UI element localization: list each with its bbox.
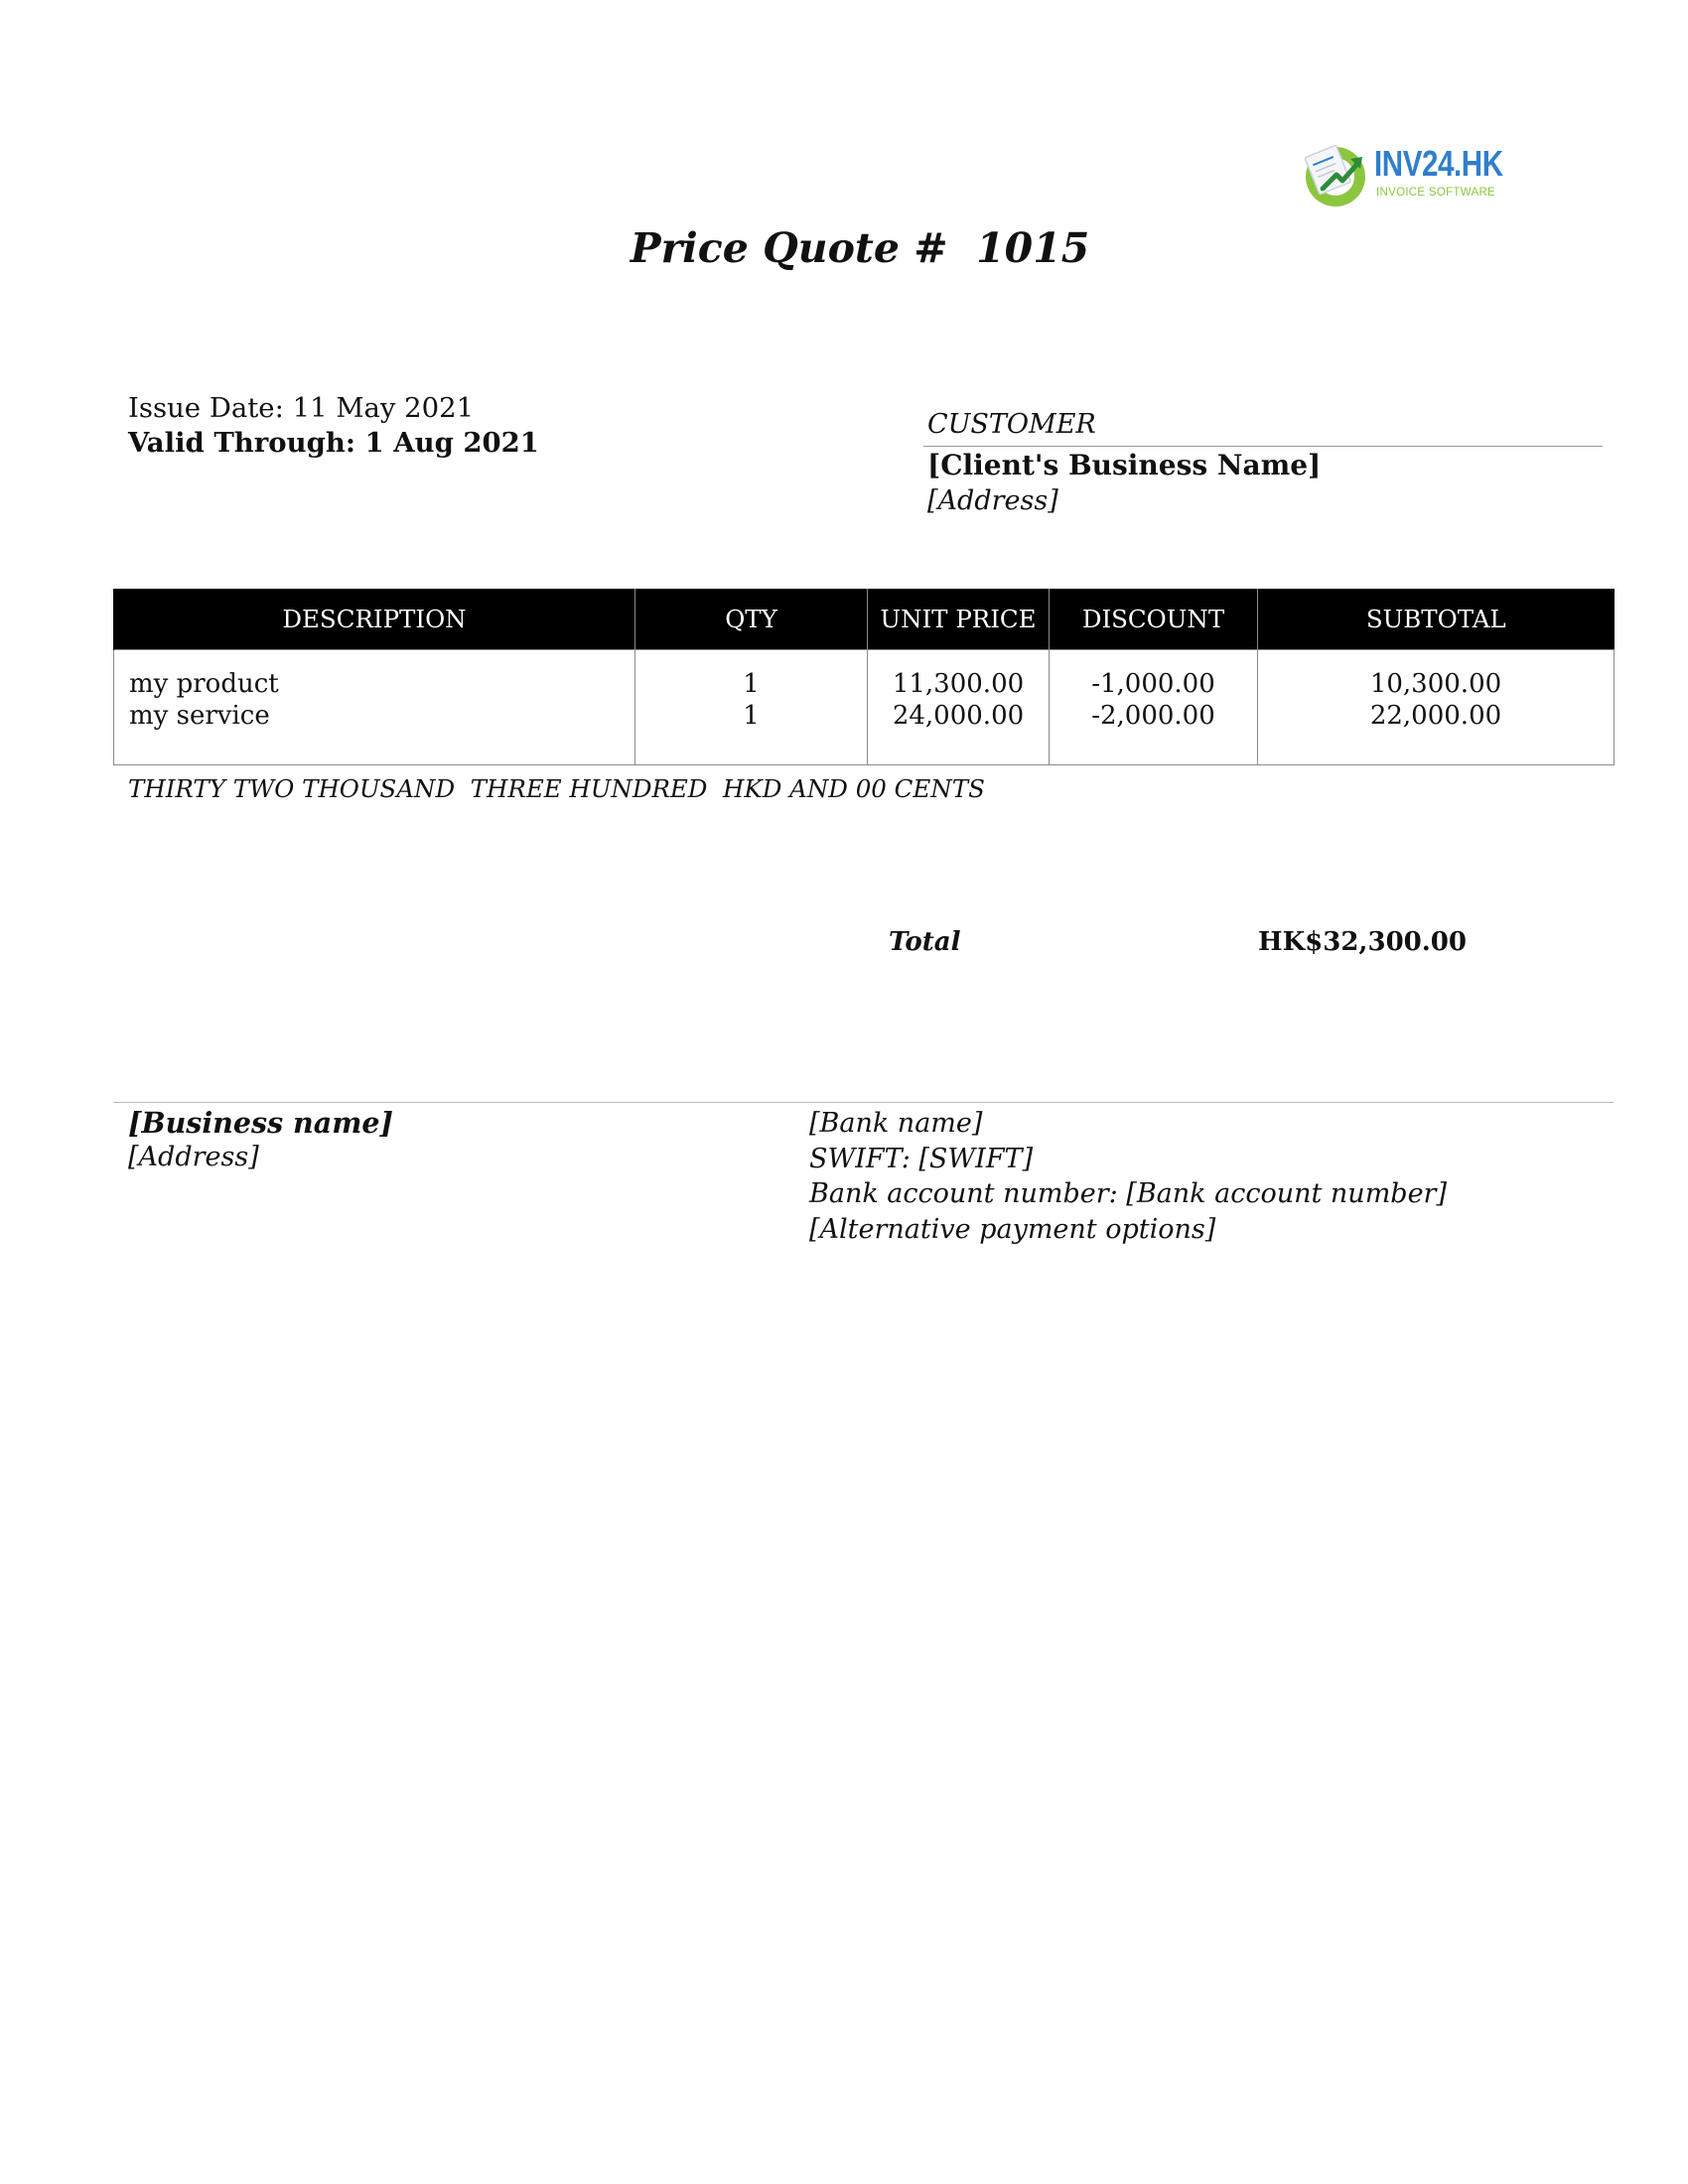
customer-divider — [923, 446, 1603, 447]
discount-cell — [1050, 650, 1258, 765]
unit-price-cell — [868, 650, 1050, 765]
column-header-qty: QTY — [635, 589, 868, 650]
total-label: Total — [889, 927, 961, 957]
invoice-logo-icon — [1301, 139, 1370, 208]
valid-through-date: Valid Through: 1 Aug 2021 — [128, 427, 539, 459]
item-description: my service — [129, 701, 270, 731]
bank-account-number: Bank account number: [Bank account number] — [809, 1178, 1448, 1209]
total-value: HK$32,300.00 — [1258, 927, 1467, 957]
customer-heading: CUSTOMER — [927, 409, 1096, 440]
item-qty: 1 — [743, 669, 760, 699]
company-logo — [1301, 137, 1509, 216]
item-discount: -2,000.00 — [1091, 701, 1215, 731]
item-qty: 1 — [743, 701, 760, 731]
logo-brand-text: INV24.HK — [1374, 143, 1503, 184]
alternative-payment-options: [Alternative payment options] — [809, 1213, 1216, 1245]
column-header-subtotal: SUBTOTAL — [1258, 589, 1615, 650]
bank-name: [Bank name] — [809, 1108, 983, 1139]
amount-in-words: THIRTY TWO THOUSAND THREE HUNDRED HKD AND 00 CENTS — [128, 774, 985, 803]
table-header-row — [114, 589, 1615, 650]
subtotal-cell — [1258, 650, 1615, 765]
item-subtotal: 22,000.00 — [1369, 701, 1502, 731]
business-address: [Address] — [128, 1142, 259, 1172]
customer-name: [Client's Business Name] — [927, 449, 1322, 481]
description-cell — [114, 650, 635, 765]
item-unit-price: 11,300.00 — [892, 669, 1025, 699]
table-row — [114, 650, 1615, 765]
line-items-table — [113, 589, 1615, 765]
business-name: [Business name] — [128, 1106, 393, 1140]
item-subtotal: 10,300.00 — [1369, 669, 1502, 699]
column-header-discount: DISCOUNT — [1050, 589, 1258, 650]
logo-tagline: INVOICE SOFTWARE — [1376, 187, 1496, 199]
customer-address: [Address] — [927, 485, 1058, 516]
column-header-unit-price: UNIT PRICE — [868, 589, 1050, 650]
bank-swift: SWIFT: [SWIFT] — [809, 1143, 1034, 1174]
item-discount: -1,000.00 — [1091, 669, 1215, 699]
issue-date: Issue Date: 11 May 2021 — [128, 392, 475, 424]
column-header-description: DESCRIPTION — [114, 589, 635, 650]
document-title: Price Quote # 1015 — [630, 224, 1090, 272]
item-unit-price: 24,000.00 — [892, 701, 1025, 731]
item-description: my product — [129, 669, 279, 699]
bank-details — [809, 1106, 1447, 1247]
qty-cell — [635, 650, 868, 765]
footer-divider — [113, 1102, 1614, 1103]
